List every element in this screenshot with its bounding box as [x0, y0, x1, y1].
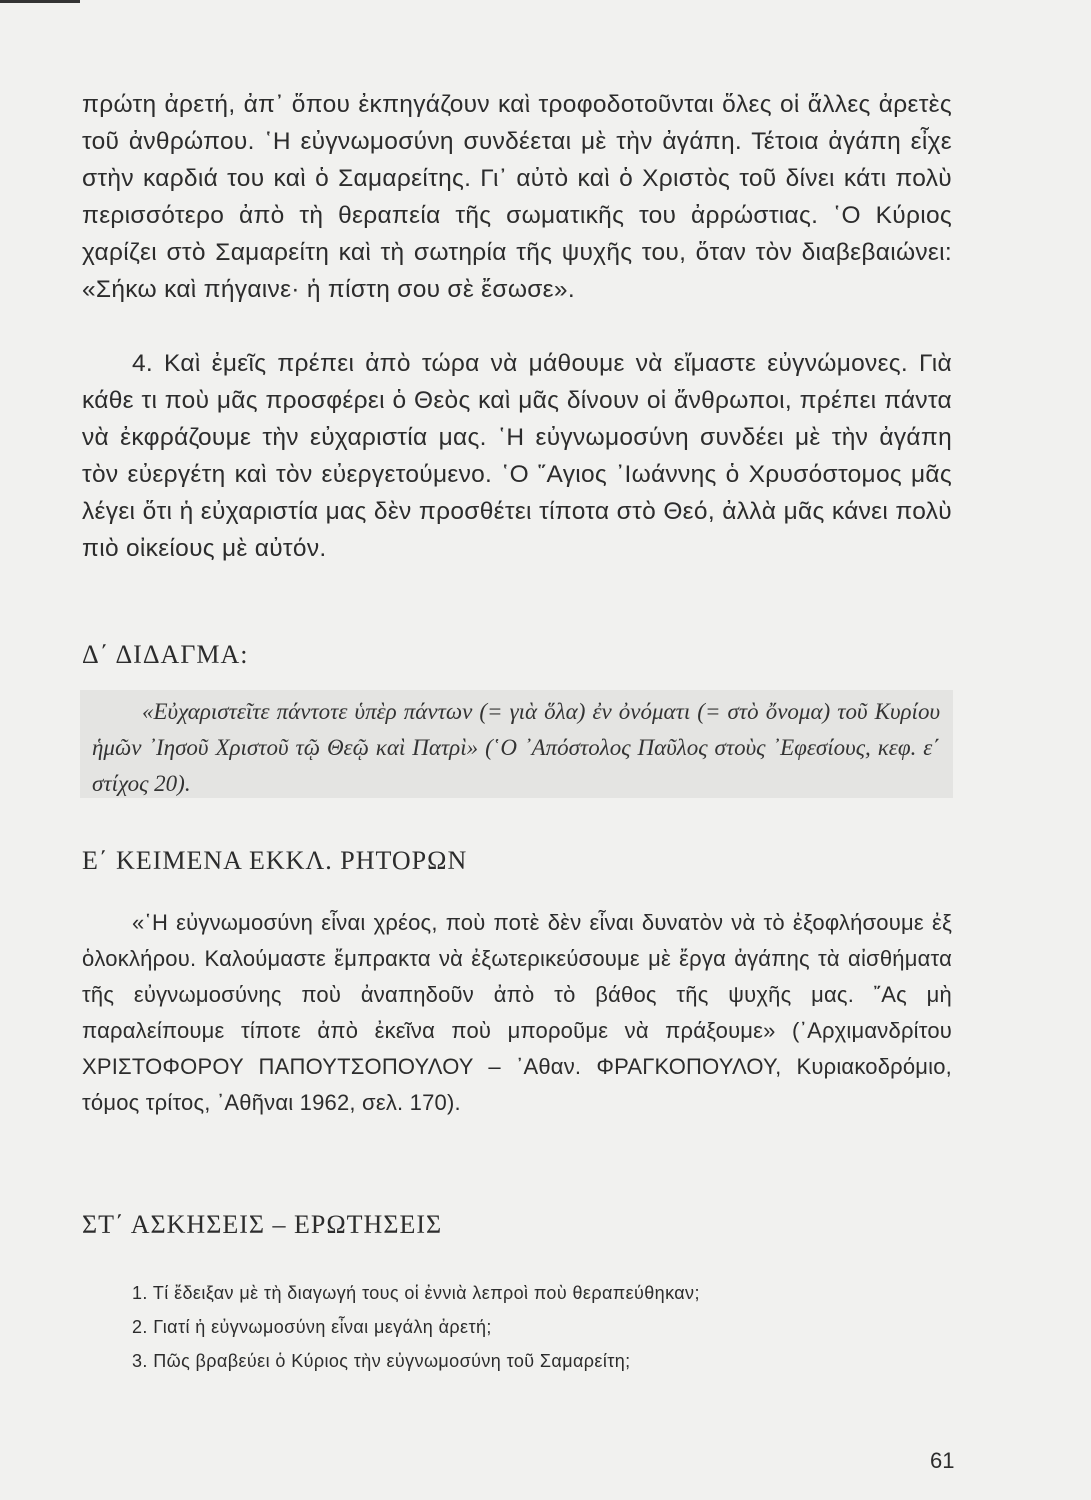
- precept-text: «Εὐχαριστεῖτε πάντοτε ὑπὲρ πάντων (= γιὰ ὅλα) ἐν ὀνόματι (= στὸ ὄνομα) τοῦ Κυρίου ἡμῶν ᾿Ιησοῦ Χριστοῦ τῷ Θεῷ καὶ Πατρὶ» (῾Ο ᾿Απόστολος Παῦλος στοὺς ᾿Εφεσίους, κεφ. ε΄ στίχος 20).: [92, 699, 940, 796]
- section-d-heading: Δ΄ ΔΙΔΑΓΜΑ:: [82, 640, 249, 669]
- question-item: 2. Γιατί ἡ εὐγνωμοσύνη εἶναι μεγάλη ἀρετή;: [132, 1317, 492, 1337]
- page-edge-mark: [0, 0, 80, 3]
- section-e-heading: Ε΄ ΚΕΙΜΕΝΑ ΕΚΚΛ. ΡΗΤΟΡΩΝ: [82, 846, 468, 875]
- questions-list: [132, 1276, 932, 1378]
- question-item: 1. Τί ἔδειξαν μὲ τὴ διαγωγή τους οἱ ἐννιὰ λεπροὶ ποὺ θεραπεύθηκαν;: [132, 1283, 700, 1303]
- section-st-heading: ΣΤ΄ ΑΣΚΗΣΕΙΣ – ΕΡΩΤΗΣΕΙΣ: [82, 1210, 443, 1239]
- paragraph-4: 4. Καὶ ἐμεῖς πρέπει ἀπὸ τώρα νὰ μάθουμε νὰ εἴμαστε εὐγνώμονες. Γιὰ κάθε τι ποὺ μᾶς προσφέρει ὁ Θεὸς καὶ μᾶς δίνουν οἱ ἄνθρωποι, πρέπει πάντα νὰ ἐκφράζουμε τὴν εὐχαριστία μας. ῾Η εὐγνωμοσύνη συνδέει μὲ τὴν ἀγάπη τὸν εὐεργέτη καὶ τὸν εὐεργετούμενο. ῾Ο ῞Αγιος ᾿Ιωάννης ὁ Χρυσόστομος μᾶς λέγει ὅτι ἡ εὐχαριστία μας δὲν προσθέτει τίποτα στὸ Θεό, ἀλλὰ μᾶς κάνει πολὺ πιὸ οἰκείους μὲ αὐτόν.: [82, 350, 952, 562]
- page-number: 61: [930, 1448, 955, 1473]
- question-item: 3. Πῶς βραβεύει ὁ Κύριος τὴν εὐγνωμοσύνη τοῦ Σαμαρείτη;: [132, 1351, 631, 1371]
- paragraph-continuation: πρώτη ἀρετή, ἀπ᾿ ὅπου ἐκπηγάζουν καὶ τροφοδοτοῦνται ὅλες οἱ ἄλλες ἀρετὲς τοῦ ἀνθρώπου. ῾Η εὐγνωμοσύνη συνδέεται μὲ τὴν ἀγάπη. Τέτοια ἀγάπη εἶχε στὴν καρδιά του καὶ ὁ Σαμαρείτης. Γι᾿ αὐτὸ καὶ ὁ Χριστὸς τοῦ δίνει κάτι πολὺ περισσότερο ἀπὸ τὴ θεραπεία τῆς σωματικῆς του ἀρρώστιας. ῾Ο Κύριος χαρίζει στὸ Σαμαρείτη καὶ τὴ σωτηρία τῆς ψυχῆς του, ὅταν τὸν διαβεβαιώνει: «Σήκω καὶ πήγαινε· ἡ πίστη σου σὲ ἔσωσε».: [82, 91, 952, 303]
- rhetor-quote: «῾Η εὐγνωμοσύνη εἶναι χρέος, ποὺ ποτὲ δὲν εἶναι δυνατὸν νὰ τὸ ἐξοφλήσουμε ἐξ ὁλοκλήρου. Καλούμαστε ἔμπρακτα νὰ ἐξωτερικεύσουμε μὲ ἔργα ἀγάπης τὰ αἰσθήματα τῆς εὐγνωμοσύνης ποὺ ἀναπηδοῦν ἀπὸ τὸ βάθος τῆς ψυχῆς μας. ῎Ας μὴ παραλείπουμε τίποτε ἀπὸ ἐκεῖνα ποὺ μποροῦμε νὰ πράξουμε» (᾿Αρχιμανδρίτου ΧΡΙΣΤΟΦΟΡΟΥ ΠΑΠΟΥΤΣΟΠΟΥΛΟΥ – ᾿Αθαν. ΦΡΑΓΚΟΠΟΥΛΟΥ, Κυριακοδρόμιο, τόμος τρίτος, ᾿Αθῆναι 1962, σελ. 170).: [82, 910, 952, 1115]
